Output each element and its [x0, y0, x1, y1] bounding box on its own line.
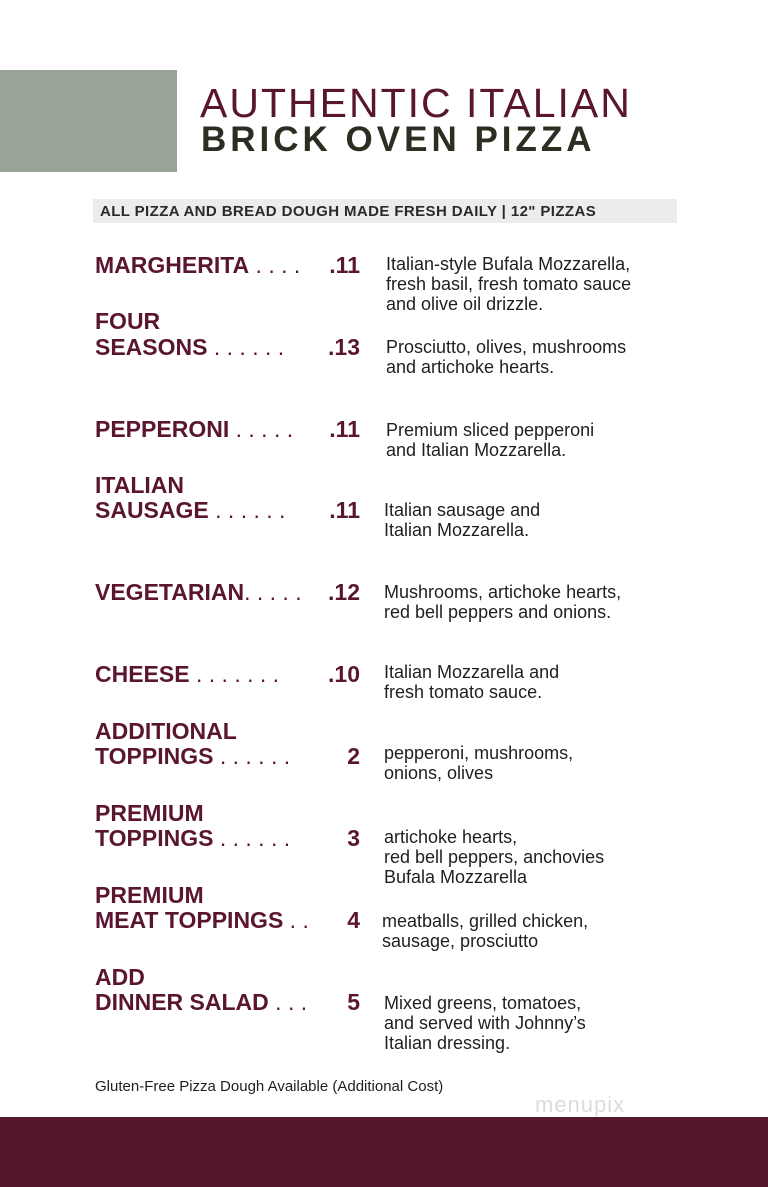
menu-title: AUTHENTIC ITALIAN: [200, 80, 632, 126]
item-price-premium-toppings: 3: [347, 825, 360, 851]
item-name-cheese: CHEESE . . . . . . .: [95, 661, 280, 687]
item-name-top-dinner-salad: ADD: [95, 964, 145, 990]
item-price-pepperoni: .11: [329, 416, 360, 442]
item-name-premium-toppings: TOPPINGS . . . . . .: [95, 825, 291, 851]
item-price-additional-toppings: 2: [347, 743, 360, 769]
subheading-text: ALL PIZZA AND BREAD DOUGH MADE FRESH DAILY | 12" PIZZAS: [100, 203, 597, 220]
item-price-italian-sausage: .11: [329, 497, 360, 523]
menu-subtitle: BRICK OVEN PIZZA: [201, 120, 596, 159]
item-name-additional-toppings: TOPPINGS . . . . . .: [95, 743, 291, 769]
item-desc-vegetarian: Mushrooms, artichoke hearts, red bell peppers and onions.: [384, 582, 622, 622]
item-desc-four-seasons: Prosciutto, olives, mushrooms and artichoke hearts.: [386, 337, 627, 377]
item-name-dinner-salad: DINNER SALAD . . .: [95, 989, 308, 1015]
item-desc-pepperoni: Premium sliced pepperoni and Italian Mozzarella.: [386, 420, 595, 460]
item-price-vegetarian: .12: [328, 579, 360, 605]
item-price-premium-meat-toppings: 4: [347, 907, 360, 933]
item-desc-additional-toppings: pepperoni, mushrooms, onions, olives: [384, 743, 574, 783]
gluten-free-note: Gluten-Free Pizza Dough Available (Additional Cost): [95, 1078, 444, 1095]
item-price-dinner-salad: 5: [347, 989, 360, 1015]
item-price-margherita: .11: [329, 252, 360, 278]
item-name-top-italian-sausage: ITALIAN: [95, 472, 185, 498]
item-name-italian-sausage: SAUSAGE . . . . . .: [95, 497, 286, 523]
item-name-top-premium-toppings: PREMIUM: [95, 800, 204, 826]
item-name-top-additional-toppings: ADDITIONAL: [95, 718, 237, 744]
item-name-premium-meat-toppings: MEAT TOPPINGS . .: [95, 907, 309, 933]
item-price-four-seasons: .13: [328, 334, 360, 360]
item-desc-cheese: Italian Mozzarella and fresh tomato sauce.: [384, 662, 560, 702]
item-name-top-premium-meat-toppings: PREMIUM: [95, 882, 204, 908]
bottom-color-bar: [0, 1117, 768, 1187]
item-price-cheese: .10: [328, 661, 360, 687]
item-desc-margherita: Italian-style Bufala Mozzarella, fresh basil, fresh tomato sauce and olive oil drizzle.: [386, 254, 632, 314]
item-name-four-seasons: SEASONS . . . . . .: [95, 334, 285, 360]
item-name-vegetarian: VEGETARIAN. . . . .: [95, 579, 302, 605]
item-desc-premium-toppings: artichoke hearts, red bell peppers, anchovies Bufala Mozzarella: [384, 827, 605, 887]
item-name-margherita: MARGHERITA . . . .: [95, 252, 301, 278]
decorative-gray-block: [0, 70, 177, 172]
item-desc-italian-sausage: Italian sausage and Italian Mozzarella.: [384, 500, 541, 540]
item-desc-dinner-salad: Mixed greens, tomatoes, and served with Johnny’s Italian dressing.: [384, 993, 586, 1053]
item-desc-premium-meat-toppings: meatballs, grilled chicken, sausage, prosciutto: [382, 911, 589, 951]
item-name-top-four-seasons: FOUR: [95, 308, 161, 334]
item-name-pepperoni: PEPPERONI . . . . .: [95, 416, 294, 442]
watermark: menupix: [535, 1092, 626, 1117]
